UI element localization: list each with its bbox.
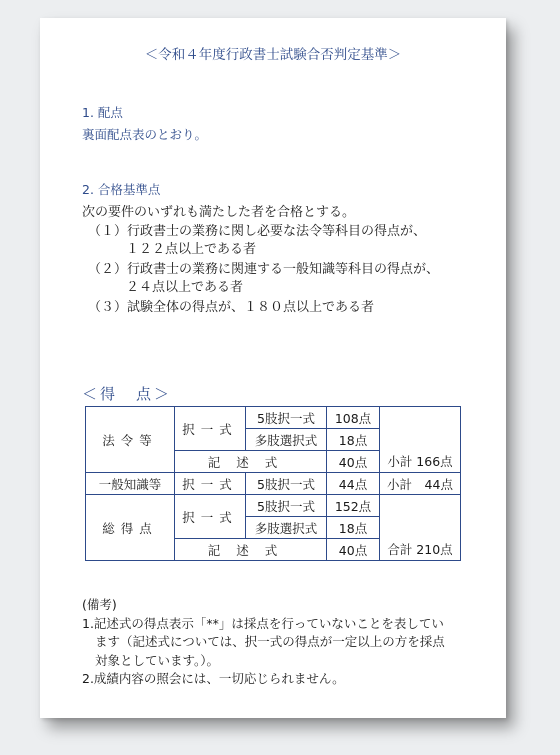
section-2-heading: 2. 合格基準点 — [82, 182, 161, 197]
score-value: 108点 — [327, 407, 380, 429]
requirement-1-line-2: １２２点以上である者 — [126, 242, 257, 257]
section-2-intro: 次の要件のいずれも満たした者を合格とする。 — [82, 205, 356, 220]
requirement-2-line-2: ２４点以上である者 — [126, 280, 244, 295]
score-value: 18点 — [327, 517, 380, 539]
note-1-line-1: 1.記述式の得点表示「**」は採点を行っていないことを表してい — [82, 615, 444, 631]
subtotal: 小計 166点 — [380, 407, 461, 473]
subformat-gosi: 5肢択一式 — [246, 495, 327, 517]
notes-heading: (備考) — [82, 597, 117, 612]
table-row — [86, 407, 461, 429]
format-takuitsu: 択一式 — [175, 495, 246, 539]
section-1-heading: 1. 配点 — [82, 105, 123, 120]
format-takuitsu: 択一式 — [175, 473, 246, 495]
section-1-text: 裏面配点表のとおり。 — [82, 127, 208, 142]
category-hourei: 法令等 — [86, 407, 175, 473]
score-value: 40点 — [327, 451, 380, 473]
score-value: 152点 — [327, 495, 380, 517]
format-kijutsu: 記述式 — [175, 451, 327, 473]
subformat-tasi: 多肢選択式 — [246, 517, 327, 539]
requirement-3: （３）試験全体の得点が、１８０点以上である者 — [88, 300, 375, 315]
table-row — [86, 473, 461, 495]
score-table-title: ＜得 点＞ — [82, 385, 173, 403]
subtotal: 小計 44点 — [380, 473, 461, 495]
subformat-gosi: 5肢択一式 — [246, 473, 327, 495]
notice-card — [40, 18, 506, 718]
category-sotoku: 総得点 — [86, 495, 175, 561]
note-1-line-3: 対象としています。）。 — [95, 652, 220, 668]
note-2: 2.成績内容の照会には、一切応じられません。 — [82, 671, 345, 686]
score-value: 18点 — [327, 429, 380, 451]
subformat-gosi: 5肢択一式 — [246, 407, 327, 429]
requirement-2-line-1: （２）行政書士の業務に関連する一般知識等科目の得点が、 — [88, 262, 440, 277]
notes — [82, 596, 445, 689]
grand-total: 合計 210点 — [380, 495, 461, 561]
score-value: 44点 — [327, 473, 380, 495]
note-1-line-2: ます（記述式については、択一式の得点が一定以上の方を採点 — [95, 634, 445, 649]
score-value: 40点 — [327, 539, 380, 561]
score-table — [85, 406, 461, 561]
category-ippan: 一般知識等 — [86, 473, 175, 495]
table-row — [86, 495, 461, 517]
requirement-1-line-1: （１）行政書士の業務に関し必要な法令等科目の得点が、 — [88, 224, 427, 239]
format-takuitsu: 択一式 — [175, 407, 246, 451]
subformat-tasi: 多肢選択式 — [246, 429, 327, 451]
format-kijutsu: 記述式 — [175, 539, 327, 561]
document-title: ＜令和４年度行政書士試験合否判定基準＞ — [144, 47, 402, 63]
